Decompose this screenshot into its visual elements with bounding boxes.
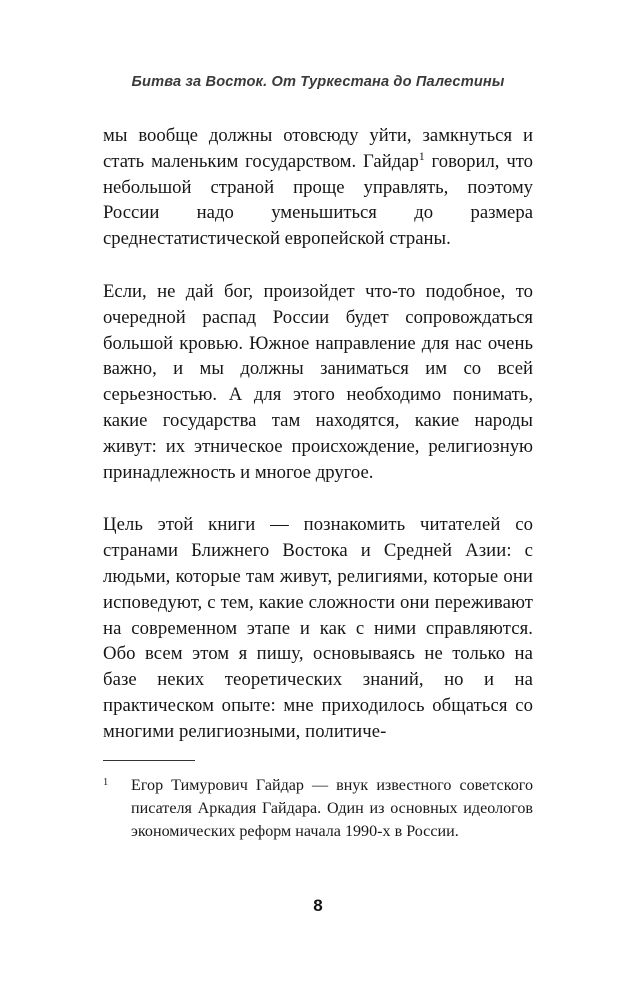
- footnote-reference-marker[interactable]: 1: [418, 149, 425, 163]
- paragraph-text-after-footnote-ref: говорил, что небольшой страной проще управлять, поэтому России надо уменьшиться до размера среднестатистической европейской страны.: [103, 150, 533, 250]
- footnote-item: [103, 774, 533, 844]
- footnote-separator-rule: [103, 760, 195, 761]
- footnote-text: Егор Тимурович Гайдар — внук известного советского писателя Аркадия Гайдара. Один из основных идеологов экономических реформ начала 1990-х в России.: [131, 777, 533, 841]
- running-header: Битва за Восток. От Туркестана до Палестины: [131, 74, 505, 90]
- body-paragraph: [103, 123, 533, 252]
- footnote-area: [103, 760, 533, 844]
- page-number: 8: [313, 896, 323, 915]
- body-paragraph: Цель этой книги — познакомить читателей со странами Ближнего Востока и Средней Азии: с людьми, которые там живут, религиями, которые они исповедуют, с тем, какие сложности они переживают на современном этапе и как с ними справляются. Обо всем этом я пишу, основываясь не только на базе неких теоретических знаний, но и на практическом опыте: мне приходилось общаться со многими религиозными, политиче-: [103, 514, 533, 742]
- body-paragraph: Если, не дай бог, произойдет что-то подобное, то очередной распад России будет сопровождаться большой кровью. Южное направление для нас очень важно, и мы должны заниматься им со всей серьезностью. А для этого необходимо понимать, какие государства там находятся, какие народы живут: их этническое происхождение, религиозную принадлежность и многое другое.: [103, 280, 533, 483]
- paragraph-text-before-footnote-ref: мы вообще должны отовсюду уйти, замкнуться и стать маленьким государством. Гайдар: [103, 125, 533, 172]
- footnote-marker: 1: [103, 777, 109, 788]
- body-text-block: [103, 123, 533, 745]
